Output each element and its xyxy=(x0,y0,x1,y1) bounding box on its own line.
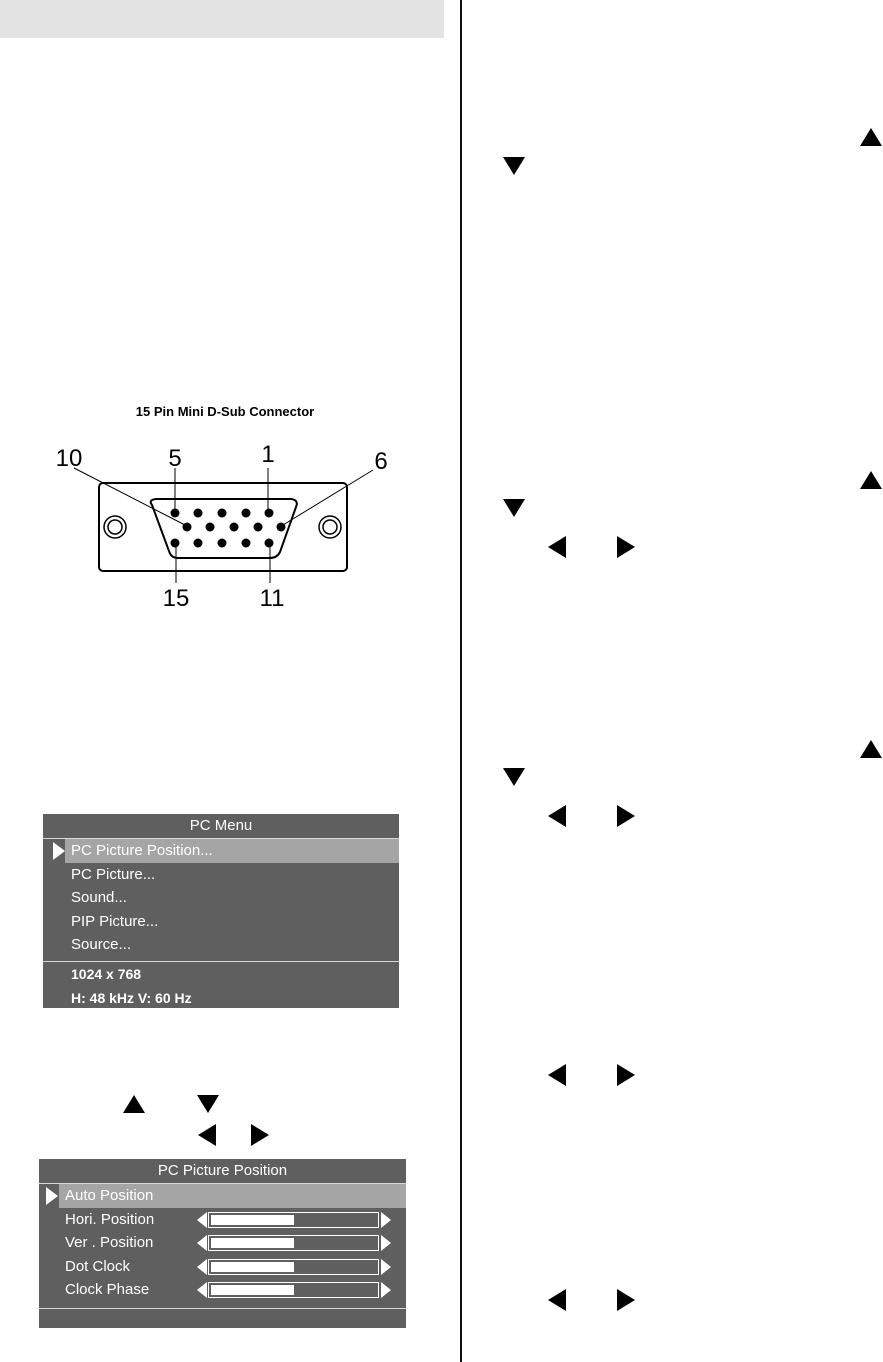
pc-menu-osd xyxy=(43,814,399,1008)
pin-label-11: 11 xyxy=(259,585,285,612)
position-item-auto[interactable]: Auto Position xyxy=(39,1184,406,1208)
up-arrow-icon xyxy=(860,128,882,146)
up-arrow-icon xyxy=(860,471,882,489)
pc-picture-position-title: PC Picture Position xyxy=(39,1159,406,1184)
down-arrow-icon xyxy=(197,1095,219,1113)
pc-menu-item-source[interactable]: Source... xyxy=(71,936,132,953)
frequency-readout: H: 48 kHz V: 60 Hz xyxy=(71,989,192,1006)
d-sub-connector-diagram xyxy=(40,438,420,613)
up-arrow-icon xyxy=(860,740,882,758)
resolution-readout: 1024 x 768 xyxy=(71,965,142,982)
section-header-bar xyxy=(0,0,444,38)
clock-phase-slider[interactable] xyxy=(197,1282,391,1298)
osd-footer xyxy=(39,1308,406,1330)
pc-menu-item-sound[interactable]: Sound... xyxy=(71,889,127,906)
position-item-clock-phase[interactable]: Clock Phase xyxy=(39,1278,406,1302)
selection-arrow-icon xyxy=(53,842,65,860)
left-arrow-icon xyxy=(198,1124,216,1146)
right-arrow-icon xyxy=(617,536,635,558)
right-arrow-icon xyxy=(617,1064,635,1086)
pc-menu-item-pip-picture[interactable]: PIP Picture... xyxy=(71,912,159,930)
column-divider xyxy=(460,0,462,1362)
up-arrow-icon xyxy=(123,1095,145,1113)
left-arrow-icon xyxy=(548,805,566,827)
position-item-vertical[interactable]: Ver . Position xyxy=(39,1231,406,1255)
pc-menu-item-picture-position[interactable]: PC Picture Position... xyxy=(43,839,399,863)
horizontal-position-slider[interactable] xyxy=(197,1212,391,1228)
left-arrow-icon xyxy=(548,1289,566,1311)
connector-title: 15 Pin Mini D-Sub Connector xyxy=(135,404,315,419)
down-arrow-icon xyxy=(503,499,525,517)
left-arrow-icon xyxy=(548,1064,566,1086)
down-arrow-icon xyxy=(503,157,525,175)
right-arrow-icon xyxy=(617,805,635,827)
pc-picture-position-osd xyxy=(39,1159,406,1328)
dot-clock-slider[interactable] xyxy=(197,1259,391,1275)
selection-arrow-icon xyxy=(46,1187,58,1205)
pc-menu-item-picture[interactable]: PC Picture... xyxy=(71,865,156,883)
pin-label-6: 6 xyxy=(374,448,388,475)
pin-label-15: 15 xyxy=(162,585,190,612)
pc-menu-title: PC Menu xyxy=(43,814,399,839)
vertical-position-slider[interactable] xyxy=(197,1235,391,1251)
right-arrow-icon xyxy=(617,1289,635,1311)
position-item-dot-clock[interactable]: Dot Clock xyxy=(39,1255,406,1279)
pin-label-1: 1 xyxy=(261,441,275,468)
position-item-horizontal[interactable]: Hori. Position xyxy=(39,1208,406,1232)
left-arrow-icon xyxy=(548,536,566,558)
pin-label-5: 5 xyxy=(168,445,182,472)
right-arrow-icon xyxy=(251,1124,269,1146)
pin-label-10: 10 xyxy=(55,445,83,472)
down-arrow-icon xyxy=(503,768,525,786)
